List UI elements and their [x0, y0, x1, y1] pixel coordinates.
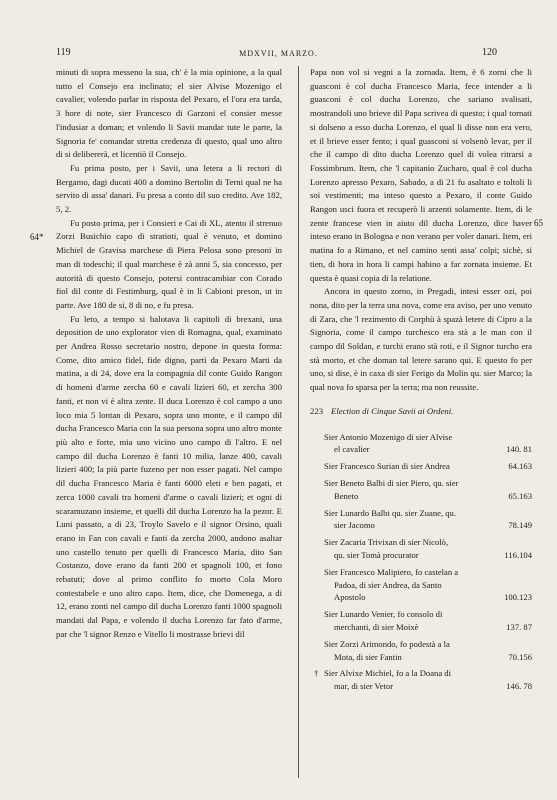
candidate-line: Beneto [334, 490, 359, 501]
paragraph: Fu prima posto, per i Savii, una letera a li rectori di Bergamo, dagi ducati 400 a domino Bertolin di Terni qual ne ha servito di assa' danari. Fu presa a conto dil suo credito. Ave 182, 5, 2. [56, 162, 282, 215]
candidate-line: Sier Antonio Mozenigo di sier Alvise [324, 431, 453, 442]
section-number: 223 [310, 405, 324, 416]
candidate-line: Sier Beneto Balbi di sier Piero, qu. sier [324, 477, 459, 488]
candidate-name [310, 667, 480, 697]
table-row [310, 477, 532, 507]
running-title: MDXVII, MARZO. [239, 49, 318, 58]
paragraph: Ancora in questo zorno, in Pregadi, intesi esser ozi, poi nona, dito per la terra una nova, come era aviso, per uno venuto di Zara, che 'l rezimento di Corphù à spazà letere di Cipro a la Signoria, come il campo turchesco era stà a le man con il campo dil Soldan, e turchi erano stà roti, e il Signor turcho era stà morto, et che doman tal letere sarano qui. E questo fo per uno, si dise, è in caxa di sier Ferigo da Molin qu. sier Marco; la qual nova fo sparsa per la terra; ma non reussite. [310, 286, 532, 393]
paragraph: Papa non vol si vegni a la zornada. Item, è 6 zorni che li guasconi è col ducha Francesco Maria, fece intender a li guasconi è col ducha Lorenzo, che sariano svalisati, mostrandoli uno brieve dil Papa scrivea di questo; i qual tornati si dolseno a esso ducha Lorenzo, el qual li disse non era vero, et il brieve esser fento; i qual guasconi si volsenò levar, per il che il campo di dito ducha Lorenzo quel di volea ritrarsi a Fossimbrum. Item, che 'l capitanio Zucharo, qual è col ducha Lorenzo apresso Pexaro, Sabado, a di 21 fu asaltato e toltoli li soi vestimenti; ma inteso questo a Pexaro, il conte Guido Rangon usci fuora et recuperò li arzenti solamente. Item, di le zente francese vien in aiuto dil ducha Lorenzo, dice haver inteso erano in Bologna e non verano per voler danari. Item, eri matina fo a Rimano, et nel camino senti assa' colpi; sichè, si tien, di hora in hora li campi habino a far zornata insieme. Et questa è quasi copia di la relatione. [310, 67, 532, 283]
elected-mark: † [314, 668, 319, 679]
column-divider [298, 66, 299, 778]
vote-count: 78.149 [508, 520, 532, 531]
candidate-line: Sier Alvixe Michiel, fo a la Doana di [324, 668, 451, 679]
table-row [310, 507, 532, 537]
candidate-name [310, 507, 480, 537]
paragraph: Fu posto prima, per i Consieri e Cai di XL, atento il strenuo Zorzi Busichio capo di stratioti, qual è venuto, et domino Michiel de Gravisa marchese di Piera Pelosa sono presoni in man di todeschi; il qual marchese è zà anni 5, sia concesso, per autorità di questo Consejo, potersi contracambiar con Corado fiol dil conte di Festimburg, qual è in li Cabioni preson, ut in parte. Ave 180 de si, 8 di no, e fu presa. [56, 217, 282, 310]
page-number-left: 119 [56, 47, 71, 58]
candidate-name [310, 536, 480, 566]
vote-count: 65.163 [508, 490, 532, 501]
candidate-line: mar, di sier Vetor [334, 681, 394, 692]
paragraph: minuti di sopra messeno la sua, ch' è la mia opinione, a la qual tutto el Consejo era inclinato; el sier Alvise Mozenigo el cavalier, volendo parlar in risposta del Pexaro, el l'ora era tarda, 3 hore di note, sier Francesco di Garzoni el consier messe l'indusiar a doman; et volendo li Savii mandar tute le parte, la Signoria fe' comandar stretta credenza di questo, qual uno altro di si delibererà, et licentiò il Consejo. [56, 67, 282, 160]
vote-count: 70.156 [508, 651, 532, 662]
candidate-line: Sier Lunardo Venier, fo consolo di [324, 609, 443, 620]
section-title: Election di Cinque Savii ai Ordeni. [331, 405, 454, 416]
candidate-line: Sier Francesco Surian di sier Andrea [324, 461, 450, 472]
page-number-right: 120 [482, 47, 497, 58]
candidate-line: sier Jacomo [334, 520, 375, 531]
candidate-name [310, 431, 480, 461]
table-row [310, 608, 532, 638]
candidate-name [310, 566, 480, 608]
candidate-line: Sier Zacaria Trivixan di sier Nicolò, [324, 537, 449, 548]
vote-count: 137. 87 [506, 621, 532, 632]
table-row [310, 566, 532, 608]
vote-count: 100.123 [504, 592, 532, 603]
candidate-line: merchanti, di sier Moixè [334, 621, 419, 632]
right-column [310, 66, 532, 697]
candidate-name [310, 460, 480, 477]
candidate-line: Sier Lunardo Balbi qu. sier Zuane, qu. [324, 507, 456, 518]
candidate-line: Sier Zorzi Arimondo, fo podestà a la [324, 638, 450, 649]
vote-count: 116.104 [504, 549, 532, 560]
candidate-name [310, 477, 480, 507]
table-row [310, 667, 532, 697]
paragraph: Fu leto, a tempo si balotava li capitoli di brexani, una deposition de uno explorator vien di Romagna, qual, examinato per Andrea Rosso secretario nostro, depone in questa forma: Come, dito amico fidel, fide digno, partì da Pexaro Marti da matina, a di 24, dove era la compagnia dil conte Guido Rangon di homeni d'arme zercha 60 e cavali lizieri 60, et zercha 300 fanti, et non vi è altra zente. Il duca Lorenzo è col campo a uno loco mia 5 lontan di Pexaro, sopra uno monte, e il campo dil ducha Francesco Maria con la sua persona sopra uno altro monte più alto e forte, mia uno vicino uno campo di l'altro. E nel campo dil ducha Lorenzo è fanti 10 milia, lanze 400, cavali lizieri 400; la più parte fuzeno per non esser pagati. Nel campo dil ducha Francesco Maria è fanti 6000 eleti e ben pagati, et zerca 1000 cavali tra homeni d'arme o cavali lizieri; et ogni di scaramuzano insieme, et quelli dil ducha Lorenzo ha la pezor. E Luni passato, a di 23, Troylo Savelo e il signor Orsino, quali erano in Fan con cavali e fanti da zercha 2000, andono asaltar uno castello tenuto per quelli di Francesco Maria, dito San Costanzo, dove erano da fanti 200 et spagnoli 100, et fono rebatuti; dove al primo conflito fo morto Cola Moro contestabele e uno altro capo. Item, dice, che Domenega, a di 12, erano zonti nel campo dil ducha Lorenzo fanti 1000 spagnoli mandati dal Papa, e volendo il ducha Lorenzo far fato d'arme, par che 'l signor Renzo e Vitello li mostrasse brievi dil [56, 313, 282, 639]
section-heading [310, 405, 532, 419]
left-column [56, 66, 282, 642]
candidate-line: el cavalier [334, 444, 370, 455]
vote-count: 140. 81 [506, 444, 532, 455]
table-row [310, 536, 532, 566]
candidate-name [310, 608, 480, 638]
candidate-line: Padoa, di sier Andrea, da Santo [334, 579, 442, 590]
candidate-name [310, 638, 480, 668]
candidate-line: Mota, di sier Fantin [334, 651, 402, 662]
margin-note-left: 64* [30, 232, 44, 242]
candidate-line: Apostolo [334, 592, 366, 603]
table-row [310, 460, 532, 477]
table-row [310, 638, 532, 668]
vote-count: 64.163 [508, 461, 532, 472]
candidate-line: Sier Francesco Malipiero, fo castelan a [324, 566, 459, 577]
table-row [310, 431, 532, 461]
margin-note-right: 65 [534, 218, 543, 228]
candidate-line: qu. sier Tomà procurator [334, 549, 419, 560]
vote-count: 146. 78 [506, 681, 532, 692]
election-results-table [310, 431, 532, 697]
